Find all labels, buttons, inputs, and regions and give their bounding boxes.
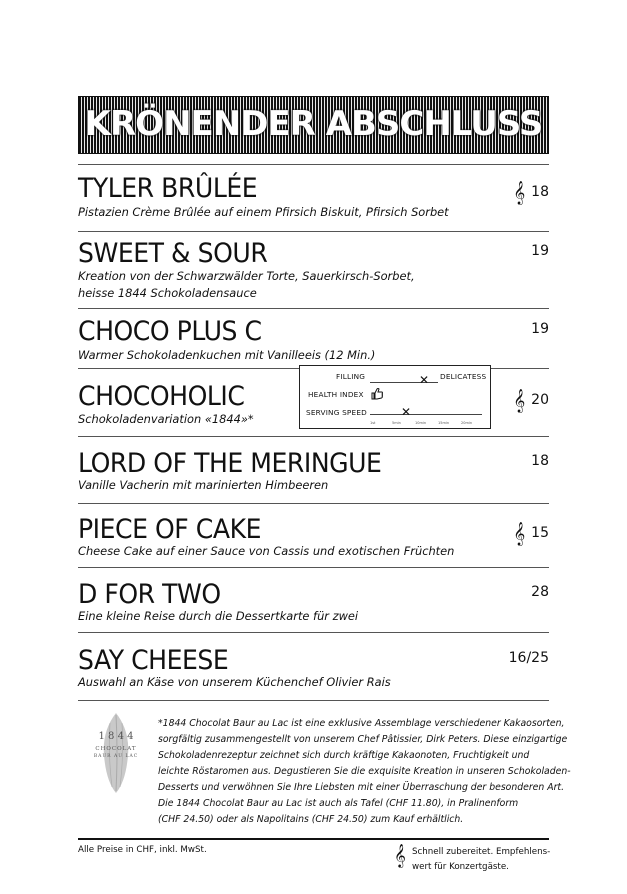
menu-item (78, 450, 549, 496)
note-line: Die 1844 Chocolat Baur au Lac ist auch als Tafel (CHF 11.80), in Pralinenform (158, 798, 519, 809)
meter-label-delicatess: DELICATESS (440, 372, 487, 381)
divider (78, 436, 549, 437)
meter-label-serving: SERVING SPEED (306, 408, 367, 417)
chocolat-logo (84, 711, 148, 795)
item-name: D FOR TWO (78, 579, 221, 610)
item-description: Vanille Vacherin mit marinierten Himbeeren (78, 478, 329, 492)
footer-divider (78, 838, 549, 840)
item-price: 28 (531, 584, 549, 600)
cross-mark-icon: ✕ (401, 405, 412, 419)
divider (78, 308, 549, 309)
meter-tick: 10min (415, 421, 427, 425)
item-price: 𝄞 18 (513, 180, 549, 204)
item-name: SAY CHEESE (78, 645, 229, 676)
meter-label-health: HEALTH INDEX (308, 390, 364, 399)
meter-tick: 15min (438, 421, 450, 425)
divider (78, 700, 549, 701)
meter-line (370, 414, 482, 415)
divider (78, 164, 549, 165)
meter-tick: 1st (370, 421, 376, 425)
menu-item (78, 581, 549, 627)
logo-line2: BAUR AU LAC (93, 754, 139, 759)
note-line: Desserts und verwöhnen Sie Ihre Liebsten mit einer Überraschung der besonderen Art. (158, 782, 565, 793)
logo-year: 1 8 4 4 (98, 731, 134, 742)
item-description: Kreation von der Schwarzwälder Torte, Sauerkirsch-Sorbet, (78, 269, 415, 283)
legend-line: wert für Konzertgäste. (412, 862, 509, 872)
item-description: Warmer Schokoladenkuchen mit Vanilleeis (12 Min.) (78, 348, 376, 362)
chocolate-note (158, 716, 571, 828)
treble-clef-icon: 𝄞 (513, 180, 526, 204)
item-price: 𝄞 20 (513, 388, 549, 412)
item-price: 16/25 (508, 650, 549, 666)
price-info: Alle Preise in CHF, inkl. MwSt. (78, 845, 207, 855)
meter-tick: 20min (461, 421, 473, 425)
item-description: Pistazien Crème Brûlée auf einem Pfirsich Biskuit, Pfirsich Sorbet (78, 205, 449, 219)
item-price: 19 (531, 321, 549, 337)
menu-item (78, 240, 549, 304)
cacao-pod-icon (98, 711, 134, 795)
thumbs-up-icon (370, 387, 384, 401)
divider (78, 632, 549, 633)
legend-line: Schnell zubereitet. Empfehlens- (412, 847, 551, 857)
meter-tick: 5min (392, 421, 401, 425)
item-name: LORD OF THE MERINGUE (78, 448, 382, 479)
menu-item (78, 516, 549, 562)
taste-meter (299, 365, 491, 429)
divider (78, 231, 549, 232)
item-name: PIECE OF CAKE (78, 514, 261, 545)
item-description: Cheese Cake auf einer Sauce von Cassis und exotischen Früchten (78, 544, 455, 558)
item-description: Eine kleine Reise durch die Dessertkarte für zwei (78, 609, 359, 623)
item-name: CHOCO PLUS C (78, 316, 262, 347)
divider (78, 567, 549, 568)
legend (412, 845, 550, 875)
item-price: 19 (531, 243, 549, 259)
item-name: SWEET & SOUR (78, 238, 268, 269)
note-line: (CHF 24.50) oder als Napolitains (CHF 24.50) zum Kauf erhältlich. (158, 814, 464, 825)
page-title: KRÖNENDER ABSCHLUSS (84, 104, 543, 144)
item-name: TYLER BRÛLÉE (78, 173, 258, 204)
note-line: *1844 Chocolat Baur au Lac ist eine exklusive Assemblage verschiedener Kakaosorten, (158, 718, 565, 729)
note-line: sorgfältig zusammengestellt von unserem Chef Pâtissier, Dirk Peters. Diese einzigartige (158, 734, 568, 745)
title-banner (78, 96, 549, 154)
menu-item (78, 647, 549, 693)
menu-item (78, 175, 549, 225)
treble-clef-icon: 𝄞 (394, 843, 406, 867)
cross-mark-icon: ✕ (419, 373, 430, 387)
item-description: Schokoladenvariation «1844»* (78, 412, 254, 426)
item-description: Auswahl an Käse von unserem Küchenchef Olivier Rais (78, 675, 391, 689)
logo-line1: CHOCOLAT (95, 746, 137, 752)
divider (78, 503, 549, 504)
item-description-line2: heisse 1844 Schokoladensauce (78, 286, 257, 300)
note-line: Schokoladenrezeptur zeichnet sich durch kräftige Kakaonoten, Fruchtigkeit und (158, 750, 530, 761)
item-name: CHOCOHOLIC (78, 381, 245, 412)
treble-clef-icon: 𝄞 (513, 388, 526, 412)
item-price: 18 (531, 453, 549, 469)
menu-item (78, 318, 549, 364)
meter-label-filling: FILLING (336, 372, 366, 381)
note-line: leichte Röstaromen aus. Degustieren Sie die exquisite Kreation in unseren Schokoladen- (158, 766, 571, 777)
treble-clef-icon: 𝄞 (513, 521, 526, 545)
item-price: 𝄞 15 (513, 521, 549, 545)
